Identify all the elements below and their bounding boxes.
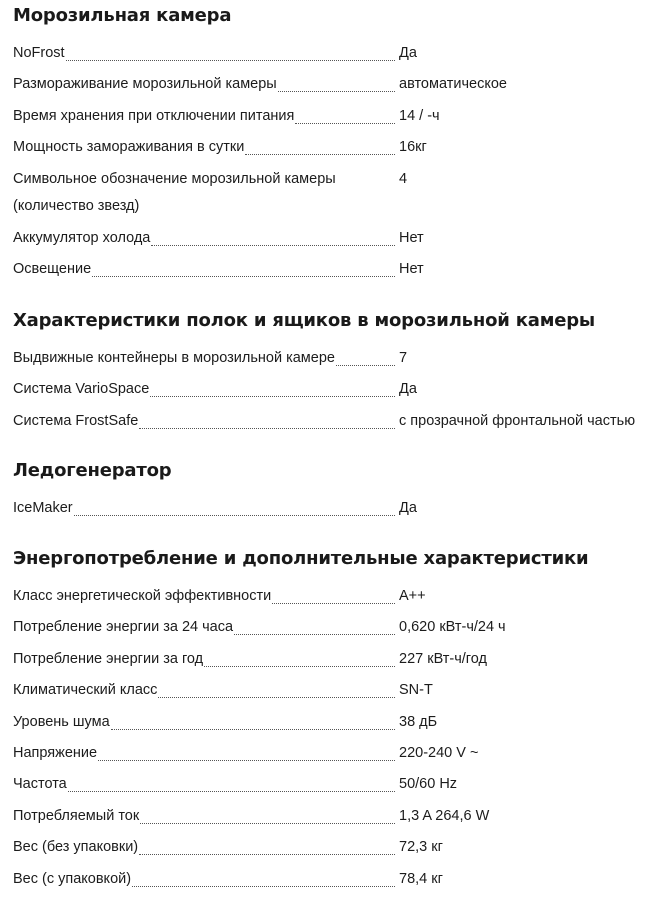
spec-value: 14 / -ч [399,107,440,124]
spec-row [13,646,588,677]
section-title: Энергопотребление и дополнительные характеристики [13,548,589,569]
spec-row [13,740,588,771]
section-energy [13,543,588,897]
spec-row [13,614,588,645]
spec-label: Вес (с упаковкой) [13,870,132,887]
spec-row [13,376,635,407]
spec-value: 16кг [399,139,427,156]
spec-value: с прозрачной фронтальной частью [399,412,636,429]
spec-row [13,166,507,225]
spec-label-cell [13,256,395,283]
spec-label-cell [13,495,395,522]
spec-label: Аккумулятор холода [13,229,151,246]
spec-value: SN-T [399,682,433,699]
spec-row [13,709,588,740]
section-freezer [13,0,507,287]
spec-label-cell [13,677,395,704]
section-icemaker [13,455,417,526]
spec-label: NoFrost [13,45,65,61]
spec-row [13,495,417,526]
spec-value: 72,3 кг [399,839,443,856]
spec-label: Время хранения при отключении питания [13,107,295,124]
spec-label-cell [13,803,395,830]
spec-value: 78,4 кг [399,870,443,887]
dotted-leader [68,771,395,792]
dotted-leader [74,495,395,516]
spec-label-cell [13,646,395,673]
spec-label-cell [13,71,395,98]
dotted-leader [272,583,395,604]
dotted-leader [158,677,395,698]
spec-label-cell [13,583,395,610]
spec-label: Потребление энергии за год [13,650,204,667]
dotted-leader [140,803,395,824]
dotted-leader [295,103,395,124]
spec-label-cell [13,771,395,798]
spec-label-cell [13,225,395,252]
spec-list [13,40,507,287]
spec-value: 7 [399,350,408,366]
spec-value: 4 [399,170,408,187]
spec-row [13,103,507,134]
dotted-leader [245,134,395,155]
spec-row [13,803,588,834]
spec-row [13,866,588,897]
spec-label: Напряжение [13,744,98,761]
section-title: Морозильная камера [13,5,232,26]
dotted-leader [150,376,395,397]
spec-value: 50/60 Hz [399,776,458,793]
dotted-leader [234,614,395,635]
spec-row [13,677,588,708]
spec-label: Размораживание морозильной камеры [13,76,277,93]
spec-row [13,408,635,439]
spec-row [13,583,588,614]
spec-value: 227 кВт-ч/год [399,650,487,667]
spec-list [13,583,588,897]
spec-label: Символьное обозначение морозильной камеры (количество звезд) [13,170,336,214]
spec-label: Уровень шума [13,713,110,730]
dotted-leader [139,834,395,855]
spec-value: Да [399,381,417,398]
spec-value: Нет [399,229,424,246]
spec-row [13,134,507,165]
section-title: Ледогенератор [13,460,172,481]
spec-label: Частота [13,776,67,793]
spec-value: Да [399,500,417,516]
spec-list [13,345,635,439]
dotted-leader [132,866,395,887]
dotted-leader [111,709,395,730]
spec-label: Выдвижные контейнеры в морозильной камере [13,350,335,366]
spec-label-cell [13,866,395,893]
dotted-leader [92,256,395,277]
spec-label-cell [13,614,395,641]
spec-value: 1,3 A 264,6 W [399,807,490,824]
spec-label: Система VarioSpace [13,381,150,398]
spec-value: Нет [399,260,424,277]
dotted-leader [66,40,395,61]
spec-label-cell [13,345,395,372]
spec-value: A++ [399,588,426,604]
section-freezer-shelves [13,305,635,439]
spec-label: Потребляемый ток [13,807,140,824]
spec-label-cell [13,834,395,861]
spec-label-cell [13,40,395,67]
spec-label: Система FrostSafe [13,412,139,429]
spec-row [13,345,635,376]
section-title: Характеристики полок и ящиков в морозильной камеры [13,310,595,331]
dotted-leader [278,71,395,92]
spec-label-cell [13,376,395,403]
spec-label-cell [13,740,395,767]
spec-label-cell [13,134,395,161]
spec-label-cell [13,166,395,220]
spec-row [13,40,507,71]
spec-label: Климатический класс [13,682,158,699]
spec-label-cell [13,408,395,435]
spec-row [13,834,588,865]
spec-value: 220-240 V ~ [399,744,479,761]
dotted-leader [151,225,395,246]
spec-row [13,256,507,287]
dotted-leader [139,408,395,429]
spec-list [13,495,417,526]
spec-row [13,225,507,256]
spec-value: 38 дБ [399,713,438,730]
spec-value: автоматическое [399,76,507,93]
dotted-leader [98,740,395,761]
spec-label: Вес (без упаковки) [13,839,139,856]
spec-label: Потребление энергии за 24 часа [13,619,234,636]
spec-label: Мощность замораживания в сутки [13,139,245,156]
spec-row [13,71,507,102]
spec-label-cell [13,103,395,130]
spec-row [13,771,588,802]
spec-label-cell [13,709,395,736]
spec-label: Освещение [13,260,92,277]
dotted-leader [204,646,395,667]
spec-value: 0,620 кВт-ч/24 ч [399,619,506,636]
spec-value: Да [399,45,417,61]
spec-label: Класс энергетической эффективности [13,588,272,604]
dotted-leader [336,345,395,366]
spec-label: IceMaker [13,500,73,516]
